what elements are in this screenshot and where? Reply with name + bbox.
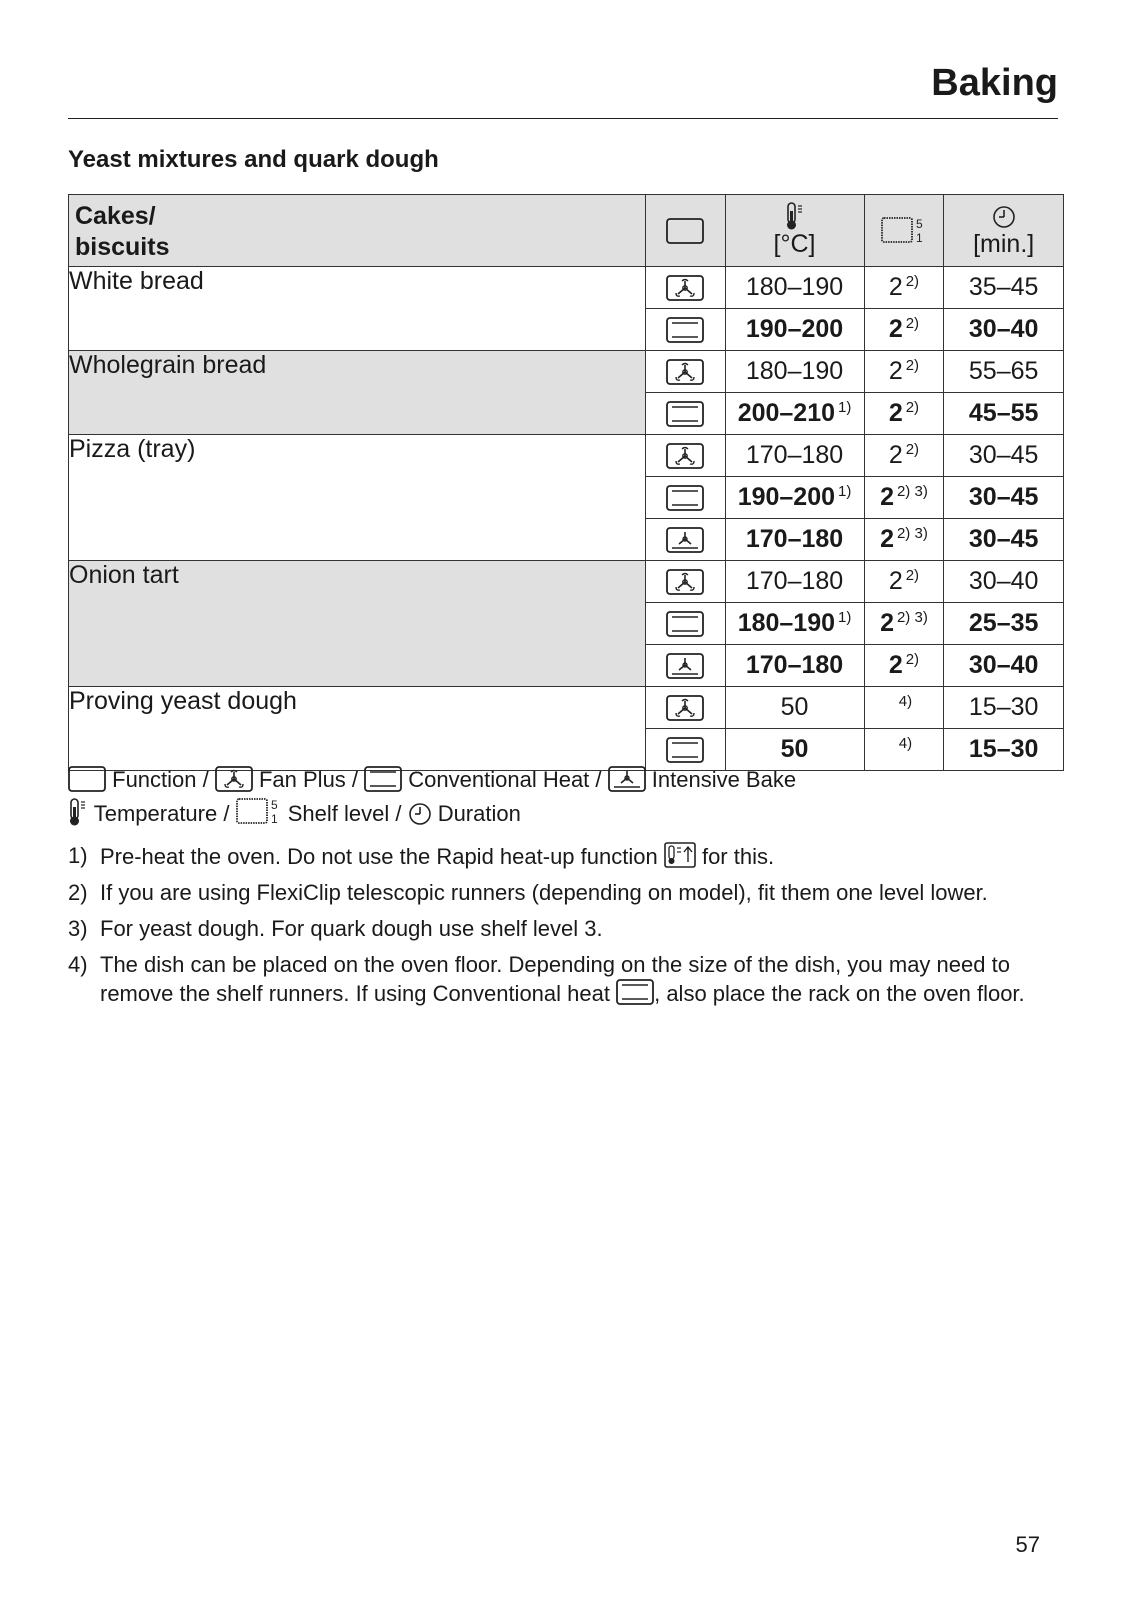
legend-function: Function / — [112, 767, 209, 792]
shelf-cell — [864, 476, 944, 518]
footnote-ref: 2) 3) — [896, 524, 928, 542]
mode-cell — [645, 392, 725, 434]
mode-cell — [645, 602, 725, 644]
legend-temperature: Temperature / — [93, 801, 230, 826]
shelf-value: 2 — [880, 524, 894, 553]
legend — [68, 764, 796, 830]
shelf-value: 2 — [888, 440, 903, 469]
shelf-value: 2 — [888, 356, 903, 385]
temperature-cell — [725, 434, 864, 476]
duration-cell — [944, 602, 1064, 644]
shelf-cell — [864, 728, 944, 770]
footnote-text — [100, 842, 1048, 871]
fan-plus-icon — [215, 766, 253, 792]
mode-cell — [645, 644, 725, 686]
temperature-value: 180–190 — [737, 608, 836, 637]
function-blank-icon — [68, 766, 106, 792]
temperature-value: 180–190 — [745, 272, 844, 301]
temperature-value: 180–190 — [745, 356, 844, 385]
mode-cell — [645, 434, 725, 476]
shelf-cell — [864, 644, 944, 686]
temperature-value: 190–200 — [737, 482, 836, 511]
footnote-text-part: for this. — [701, 844, 775, 869]
duration-value: 30–40 — [968, 650, 1039, 679]
shelf-cell — [864, 392, 944, 434]
clock-icon — [992, 205, 1016, 229]
conventional-heat-icon — [364, 766, 402, 792]
duration-cell — [944, 434, 1064, 476]
footnote-ref: 2) — [905, 440, 920, 458]
duration-value: 30–45 — [968, 482, 1039, 511]
mode-cell — [645, 518, 725, 560]
duration-value: 45–55 — [968, 398, 1039, 427]
function-blank-icon — [666, 218, 704, 244]
temperature-cell — [725, 350, 864, 392]
footnote-item — [68, 842, 1048, 871]
mode-cell — [645, 350, 725, 392]
shelf-cell — [864, 308, 944, 350]
table-body — [69, 266, 1064, 770]
conventional-heat-icon — [666, 317, 704, 343]
footnote-ref: 2) — [905, 566, 920, 584]
footnote-item — [68, 951, 1048, 1008]
footnote-item — [68, 879, 1048, 907]
fan-plus-icon — [666, 275, 704, 301]
conventional-heat-icon — [666, 611, 704, 637]
shelf-cell — [864, 686, 944, 728]
duration-cell — [944, 266, 1064, 308]
table-subheading: Yeast mixtures and quark dough — [68, 146, 439, 173]
shelf-value: 2 — [880, 482, 894, 511]
temperature-cell — [725, 518, 864, 560]
temperature-cell — [725, 686, 864, 728]
duration-cell — [944, 686, 1064, 728]
mode-cell — [645, 686, 725, 728]
footnote-text-part: Pre-heat the oven. Do not use the Rapid heat-up function — [100, 844, 658, 869]
legend-line-2 — [68, 796, 796, 830]
section-title: Baking — [931, 62, 1058, 104]
temperature-cell — [725, 560, 864, 602]
dish-name: Wholegrain bread — [69, 350, 646, 434]
temperature-value: 170–180 — [745, 524, 844, 553]
duration-value: 30–40 — [968, 566, 1039, 595]
intensive-bake-icon — [666, 527, 704, 553]
header-dish-label: Cakes/ biscuits — [75, 202, 170, 262]
footnotes — [68, 842, 1048, 1016]
page-number: 57 — [1015, 1532, 1040, 1557]
shelf-level-icon — [881, 215, 927, 245]
thermometer-icon — [785, 202, 805, 230]
shelf-value: 2 — [888, 566, 903, 595]
temperature-cell — [725, 266, 864, 308]
dish-name: Onion tart — [69, 560, 646, 686]
duration-cell — [944, 560, 1064, 602]
shelf-value: 2 — [888, 650, 903, 679]
header-function — [645, 195, 725, 267]
conventional-heat-icon — [616, 979, 654, 1005]
duration-value: 30–45 — [968, 440, 1039, 469]
footnote-ref: 2) — [905, 356, 920, 374]
temperature-value: 50 — [780, 692, 809, 721]
footnote-ref: 2) 3) — [896, 482, 928, 500]
legend-fan-plus: Fan Plus / — [258, 767, 359, 792]
temperature-value: 50 — [780, 734, 809, 763]
footnote-text-part: , also place the rack on the oven floor. — [654, 981, 1025, 1006]
temperature-cell — [725, 644, 864, 686]
header-duration — [944, 195, 1064, 267]
legend-shelf: Shelf level / — [287, 801, 402, 826]
duration-value: 35–45 — [968, 272, 1039, 301]
fan-plus-icon — [666, 359, 704, 385]
legend-line-1 — [68, 764, 796, 796]
footnote-text — [100, 951, 1048, 1008]
temperature-value: 170–180 — [745, 440, 844, 469]
legend-duration: Duration — [437, 801, 521, 826]
footnote-ref: 2) — [905, 398, 920, 416]
shelf-cell — [864, 602, 944, 644]
mode-cell — [645, 308, 725, 350]
duration-value: 55–65 — [968, 356, 1039, 385]
duration-value: 15–30 — [968, 734, 1039, 763]
temperature-value: 200–210 — [737, 398, 836, 427]
duration-cell — [944, 728, 1064, 770]
duration-cell — [944, 644, 1064, 686]
temp-unit: [°C] — [773, 230, 816, 259]
dish-name: Proving yeast dough — [69, 686, 646, 770]
shelf-cell — [864, 518, 944, 560]
shelf-cell — [864, 434, 944, 476]
rapid-heat-up-icon — [664, 842, 696, 868]
footnote-ref: 2) 3) — [896, 608, 928, 626]
title-rule — [68, 118, 1058, 119]
shelf-value: 2 — [888, 314, 903, 343]
dish-name: White bread — [69, 266, 646, 350]
shelf-cell — [864, 350, 944, 392]
clock-icon — [408, 802, 432, 826]
duration-cell — [944, 518, 1064, 560]
conventional-heat-icon — [666, 401, 704, 427]
temperature-cell — [725, 476, 864, 518]
footnote-ref: 2) — [905, 650, 920, 668]
duration-value: 30–40 — [968, 314, 1039, 343]
duration-unit: [min.] — [973, 230, 1035, 259]
legend-conventional: Conventional Heat / — [408, 767, 602, 792]
baking-table — [68, 194, 1064, 771]
dish-name: Pizza (tray) — [69, 434, 646, 560]
table-header-row — [69, 195, 1064, 267]
table-row — [69, 434, 1064, 476]
table-row — [69, 686, 1064, 728]
header-shelf — [864, 195, 944, 267]
duration-cell — [944, 350, 1064, 392]
temperature-cell — [725, 308, 864, 350]
footnote-ref: 1) — [838, 482, 852, 500]
footnote-text — [100, 879, 1048, 907]
duration-cell — [944, 392, 1064, 434]
footnote-number: 2) — [68, 880, 88, 905]
legend-intensive: Intensive Bake — [651, 767, 797, 792]
duration-cell — [944, 476, 1064, 518]
footnote-ref: 2) — [905, 314, 920, 332]
footnote-text-part: For yeast dough. For quark dough use shelf level 3. — [100, 916, 603, 941]
footnote-item — [68, 915, 1048, 943]
table-row — [69, 266, 1064, 308]
intensive-bake-icon — [666, 653, 704, 679]
footnote-ref: 4) — [898, 734, 913, 752]
temperature-cell — [725, 392, 864, 434]
mode-cell — [645, 266, 725, 308]
temperature-value: 190–200 — [745, 314, 844, 343]
footnote-number: 3) — [68, 916, 88, 941]
footnote-text-part: The dish can be placed on the oven floor. Depending on the size of the dish, you may need to remove the shelf runners. If using Conventional heat — [100, 952, 1010, 1006]
footnote-ref: 2) — [905, 272, 920, 290]
fan-plus-icon — [666, 695, 704, 721]
temperature-cell — [725, 602, 864, 644]
shelf-cell — [864, 560, 944, 602]
footnote-number: 1) — [68, 843, 88, 868]
fan-plus-icon — [666, 443, 704, 469]
header-dish — [69, 195, 646, 267]
footnote-number: 4) — [68, 952, 88, 977]
duration-cell — [944, 308, 1064, 350]
intensive-bake-icon — [608, 766, 646, 792]
header-temperature — [725, 195, 864, 267]
conventional-heat-icon — [666, 737, 704, 763]
temperature-value: 170–180 — [745, 566, 844, 595]
footnote-text-part: If you are using FlexiClip telescopic runners (depending on model), fit them one level lower. — [100, 880, 988, 905]
table-row — [69, 350, 1064, 392]
duration-value: 15–30 — [968, 692, 1039, 721]
duration-value: 30–45 — [968, 524, 1039, 553]
footnote-text — [100, 915, 1048, 943]
fan-plus-icon — [666, 569, 704, 595]
duration-value: 25–35 — [968, 608, 1039, 637]
mode-cell — [645, 560, 725, 602]
shelf-value: 2 — [880, 608, 894, 637]
temperature-value: 170–180 — [745, 650, 844, 679]
shelf-value: 2 — [888, 272, 903, 301]
thermometer-icon — [68, 798, 88, 826]
shelf-level-icon — [236, 796, 282, 826]
mode-cell — [645, 476, 725, 518]
conventional-heat-icon — [666, 485, 704, 511]
shelf-value: 2 — [888, 398, 903, 427]
footnote-ref: 1) — [838, 398, 852, 416]
shelf-cell — [864, 266, 944, 308]
table-row — [69, 560, 1064, 602]
footnote-ref: 4) — [898, 692, 913, 710]
footnote-ref: 1) — [838, 608, 852, 626]
